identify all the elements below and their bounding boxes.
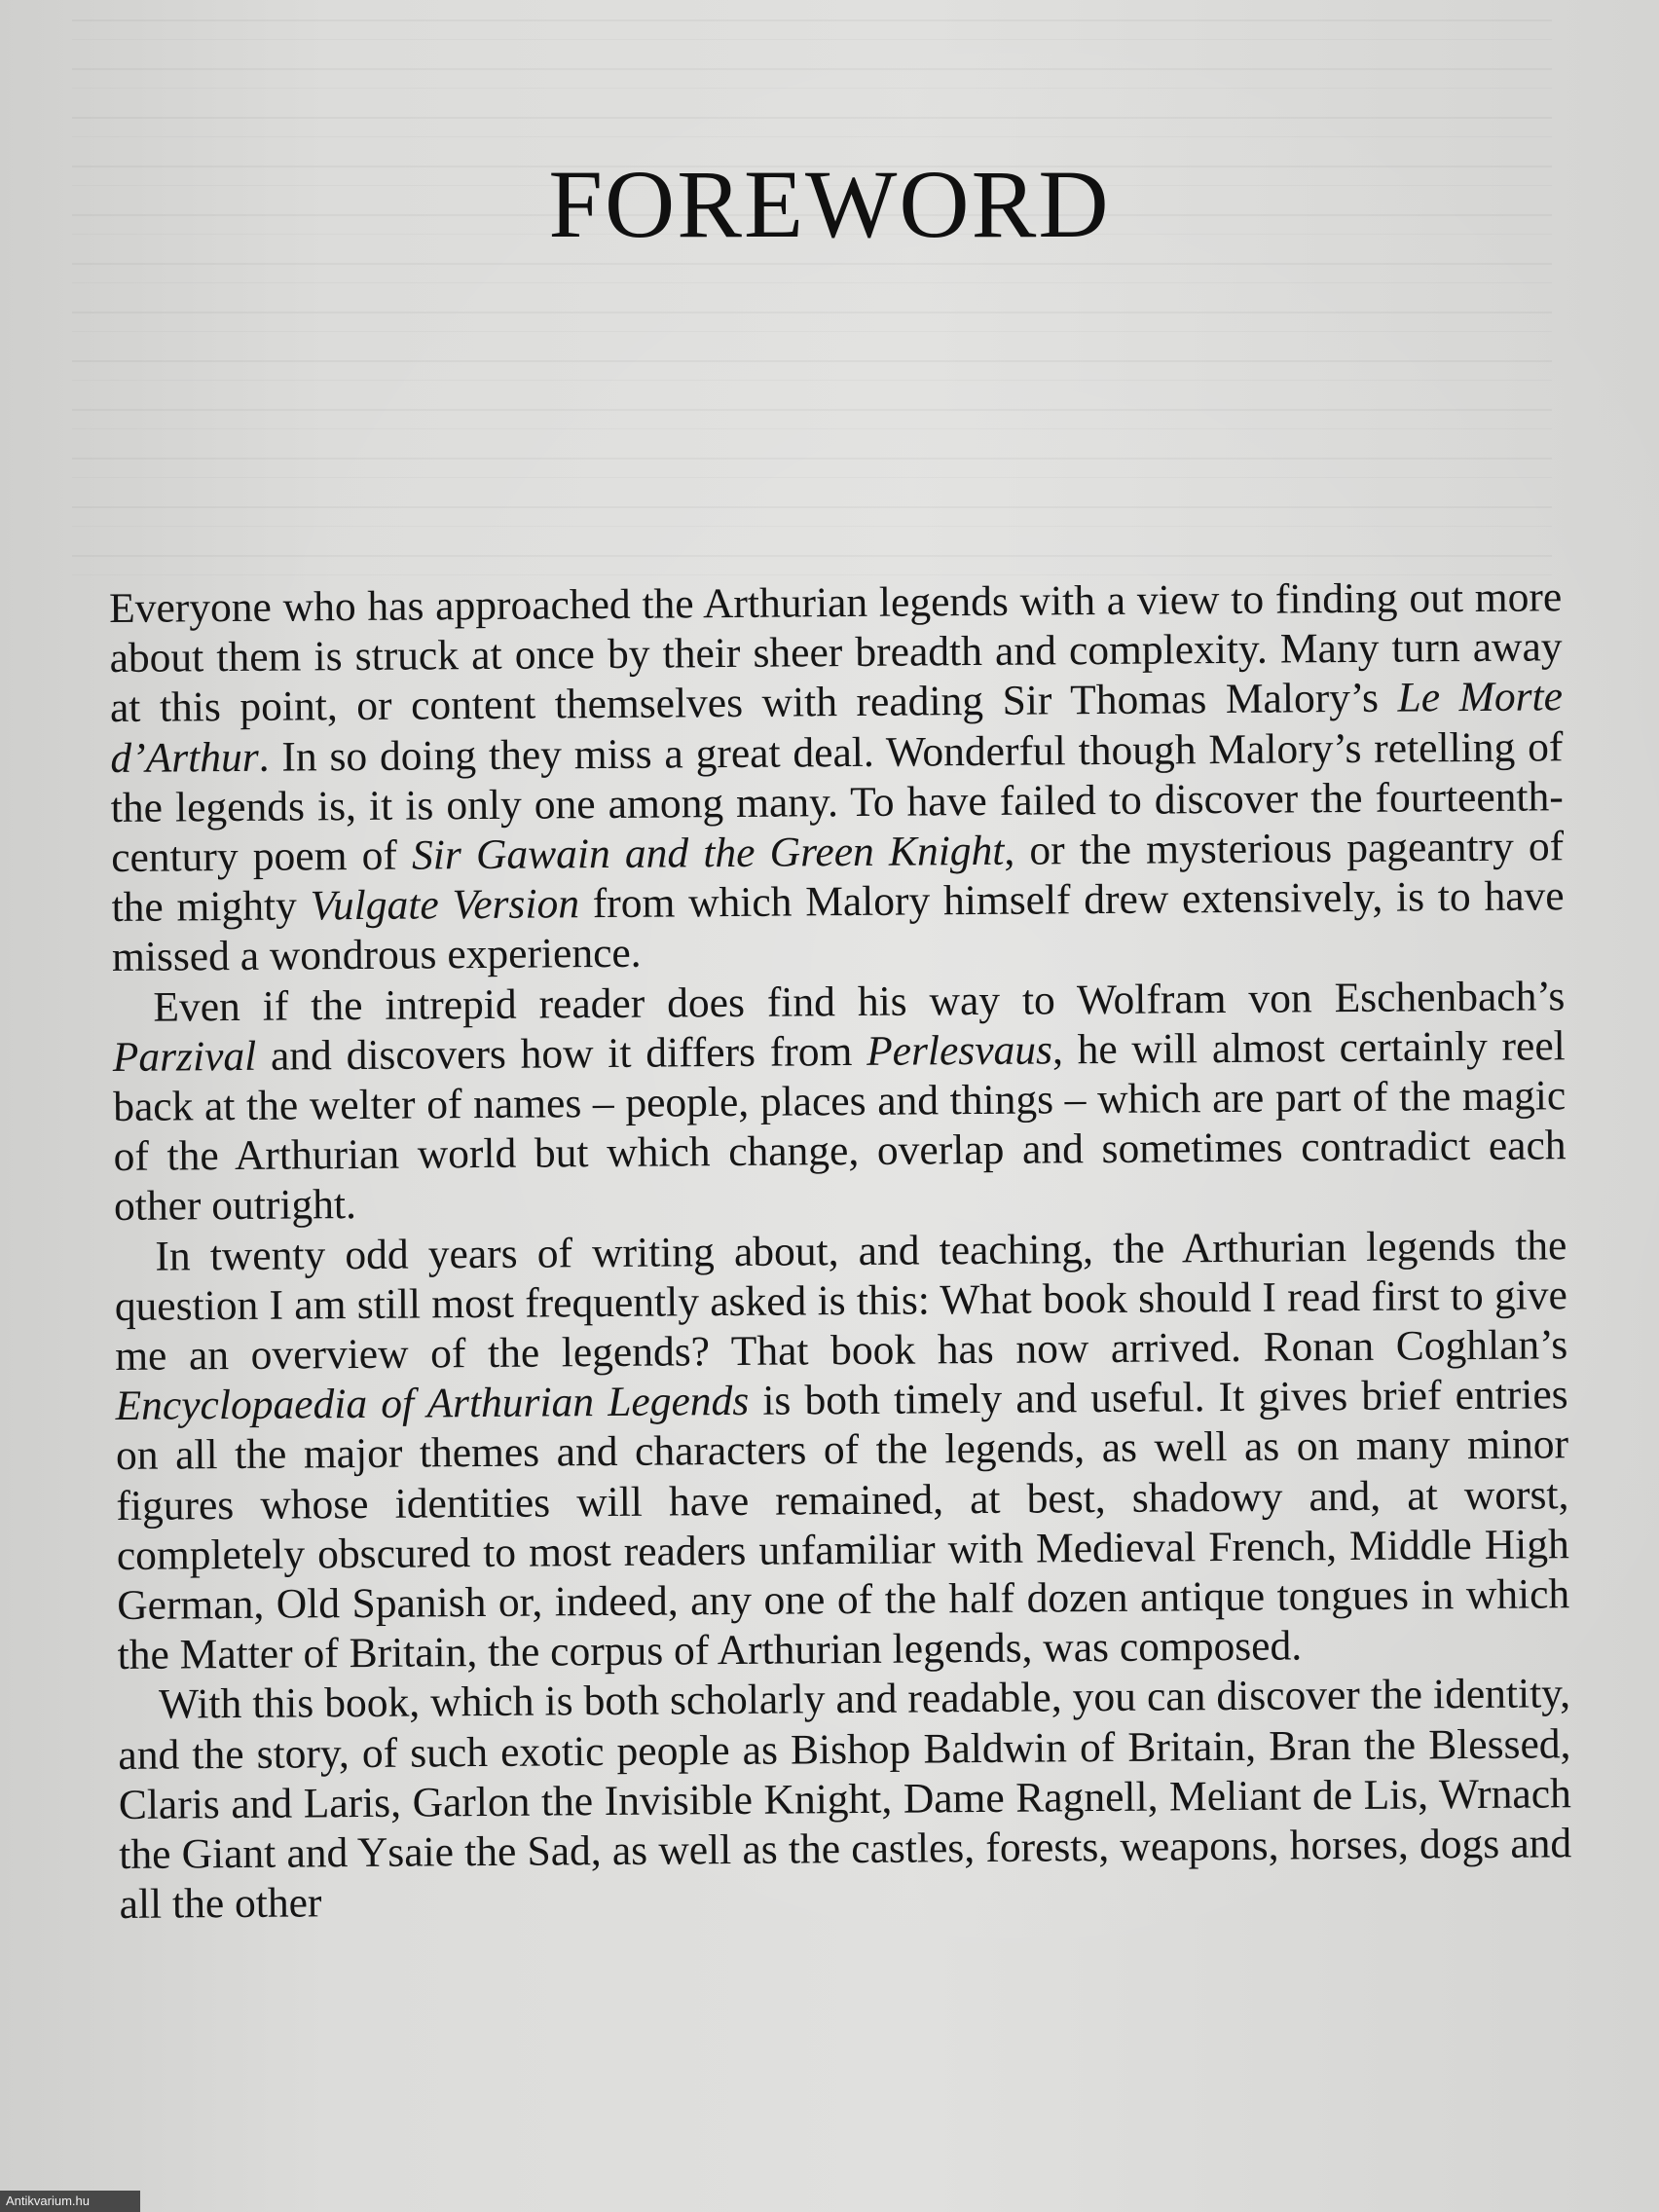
book-title-le-morte-darthur: Le Morte d’Arthur bbox=[110, 673, 1564, 782]
book-title-vulgate-version: Vulgate Version bbox=[310, 880, 580, 930]
paragraph-segment: Everyone who has approached the Arthurian legends with a view to finding out more about them is struck at once by their sheer breadth and complexity. Many turn away at this point, or content themselves with reading Sir Thomas Malory’s bbox=[109, 573, 1563, 732]
book-title-sir-gawain: Sir Gawain and the Green Knight bbox=[411, 827, 1005, 879]
book-title-parzival: Parzival bbox=[112, 1032, 257, 1081]
paragraph-1 bbox=[109, 572, 1565, 982]
paragraph-segment: In twenty odd years of writing about, and teaching, the Arthurian legends the question I am still most frequently asked is this: What book should I read first to give me an overview of the legends? That book has now arrived. Ronan Coghlan’s bbox=[114, 1221, 1568, 1381]
paragraph-3 bbox=[114, 1221, 1570, 1681]
page-title: FOREWORD bbox=[548, 150, 1111, 258]
paragraph-segment: , or the mysterious pageantry of the mighty bbox=[111, 823, 1565, 932]
paragraph-2 bbox=[112, 972, 1567, 1233]
paragraph-segment: Even if the intrepid reader does find his way to Wolfram von Eschenbach’s bbox=[153, 972, 1566, 1031]
book-title-encyclopaedia: Encyclopaedia of Arthurian Legends bbox=[115, 1378, 750, 1430]
paragraph-segment: With this book, which is both scholarly and readable, you can discover the identity, and the story, of such exotic people as Bishop Baldwin of Britain, Bran the Blessed, Claris and Laris, Garlon the Invisible Knight, Dame Ragnell, Meliant de Lis, Wrnach the Giant and Ysaie the Sad, as well as the castles, forests, weapons, horses, dogs and all the other bbox=[118, 1670, 1572, 1929]
book-title-perlesvaus: Perlesvaus bbox=[866, 1026, 1053, 1075]
foreword-body bbox=[109, 572, 1572, 1930]
watermark-label: Antikvarium.hu bbox=[0, 2191, 140, 2212]
paragraph-segment: , he will almost certainly reel back at the welter of names – people, places and things – which are part of the magic of the Arthurian world but which change, overlap and sometimes contradict each other outright. bbox=[113, 1022, 1567, 1231]
paragraph-4 bbox=[118, 1670, 1572, 1931]
show-through-texture bbox=[0, 0, 1659, 604]
paragraph-segment: and discovers how it differs from bbox=[256, 1027, 867, 1080]
paragraph-segment: is both timely and useful. It gives brief entries on all the major themes and characters of the legends, as well as on many minor figures whose identities will have remained, at best, shadowy and, at worst, completely obscured to most readers unfamiliar with Medieval French, Middle High German, Old Spanish or, indeed, any one of the half dozen antique tongues in which the Matter of Britain, the corpus of Arthurian legends, was composed. bbox=[115, 1371, 1570, 1679]
paragraph-segment: . In so doing they miss a great deal. Wonderful though Malory’s retelling of the legends is, it is only one among many. To have failed to discover the fourteenth-century poem of bbox=[110, 722, 1564, 882]
paragraph-segment: from which Malory himself drew extensively, is to have missed a wondrous experience. bbox=[111, 872, 1565, 981]
